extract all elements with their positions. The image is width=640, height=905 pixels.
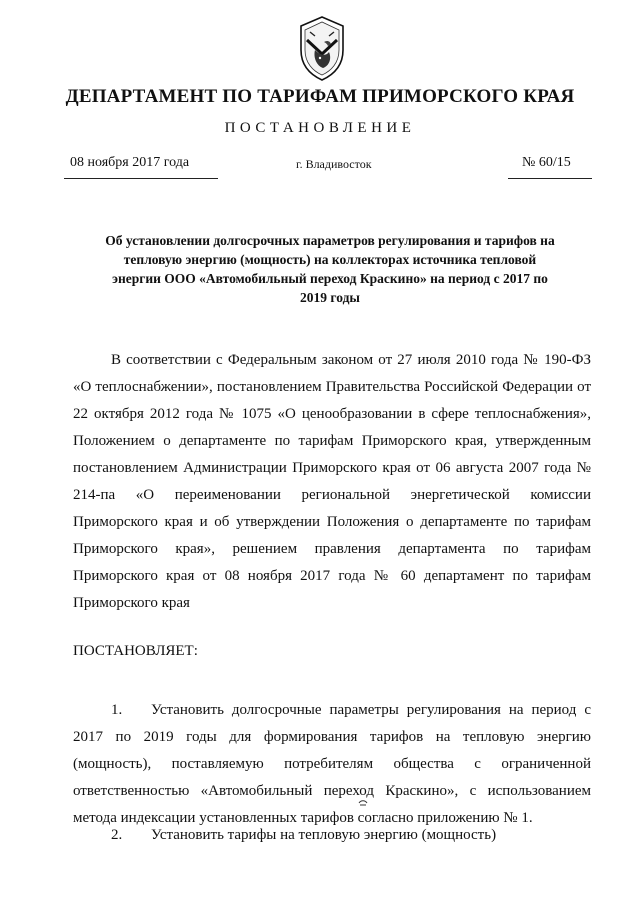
item-number: 2. [111,827,123,843]
document-number: № 60/15 [522,155,571,170]
document-date: 08 ноября 2017 года [70,155,190,170]
document-type: ПОСТАНОВЛЕНИЕ [224,120,416,136]
coat-of-arms-icon [293,14,351,82]
item-number: 1. [111,702,123,718]
list-item [73,697,591,832]
date-underline [64,178,218,179]
list-item [73,822,591,849]
document-title: Об установлении долгосрочных параметров регулирования и тарифов на тепловую энергию (мощность) на коллекторах источника тепловой энергии ООО «Автомобильный переход Краскино» на период с 2017 по 2019 годы [105,233,555,305]
scan-mark-icon [358,799,368,807]
department-heading: ДЕПАРТАМЕНТ ПО ТАРИФАМ ПРИМОРСКОГО КРАЯ [65,86,575,107]
number-underline [508,178,592,179]
resolves-heading: ПОСТАНОВЛЯЕТ: [73,643,198,659]
preamble-paragraph: В соответствии с Федеральным законом от 27 июля 2010 года № 190-ФЗ «О теплоснабжении», постановлением Правительства Российской Федерации от 22 октября 2012 года № 1075 «О ценообразовании в сфере теплоснабжения», Положением о департаменте по тарифам Приморского края, утвержденным постановлением Администрации Приморского края от 06 августа 2007 года № 214-па «О переименовании региональной энергетической комиссии Приморского края и об утверждении Положения о департаменте по тарифам Приморского края», решением правления департамента по тарифам Приморского края от 08 ноября 2017 года № 60 департамент по тарифам Приморского края [73,352,591,611]
item-text: Установить тарифы на тепловую энергию (мощность) [151,827,497,843]
item-text: Установить долгосрочные параметры регулирования на период с 2017 по 2019 годы для формирования тарифов на тепловую энергию (мощность), поставляемую потребителям общества с ограниченной ответственностью «Автомобильный переход Краскино», с использованием метода индексации установленных тарифов согласно приложению № 1. [73,702,591,826]
document-city: г. Владивосток [296,157,372,171]
